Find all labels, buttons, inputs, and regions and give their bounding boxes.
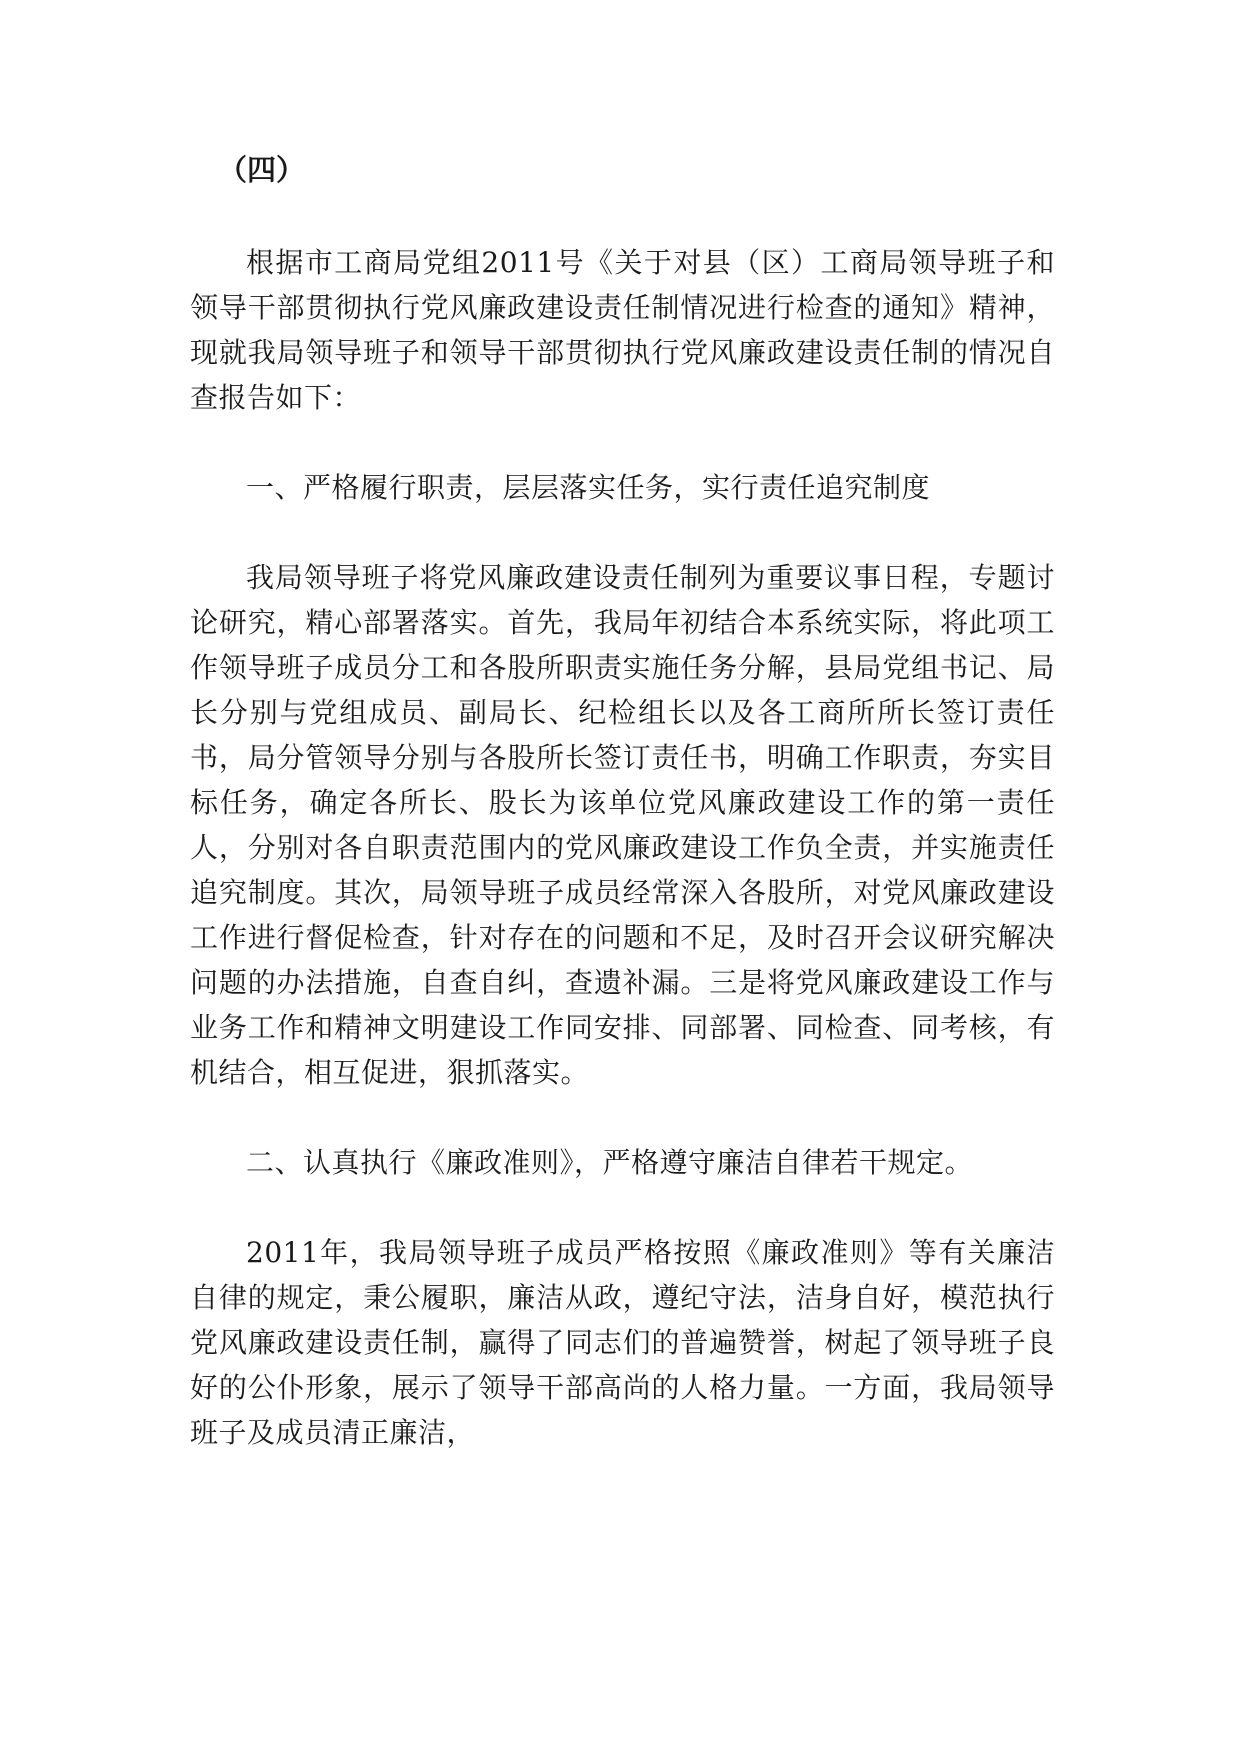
section-two-paragraph: 2011年，我局领导班子成员严格按照《廉政准则》等有关廉洁自律的规定，秉公履职，廉洁从政，遵纪守法，洁身自好，模范执行党风廉政建设责任制，赢得了同志们的普遍赞誉，树起了领导班子良好的公仆形象，展示了领导干部高尚的人格力量。一方面，我局领导班子及成员清正廉洁，	[190, 1236, 1055, 1449]
section-two-title: 二、认真执行《廉政准则》，严格遵守廉洁自律若干规定。	[246, 1146, 974, 1179]
section-one-title: 一、严格履行职责，层层落实任务，实行责任追究制度	[246, 471, 931, 504]
document-page	[190, 150, 1055, 1500]
document-heading: （四）	[218, 153, 306, 187]
intro-paragraph: 根据市工商局党组2011号《关于对县（区）工商局领导班子和领导干部贯彻执行党风廉政建设责任制情况进行检查的通知》精神，现就我局领导班子和领导干部贯彻执行党风廉政建设责任制的情况自查报告如下：	[190, 246, 1055, 414]
section-one-paragraph: 我局领导班子将党风廉政建设责任制列为重要议事日程，专题讨论研究，精心部署落实。首先，我局年初结合本系统实际，将此项工作领导班子成员分工和各股所职责实施任务分解，县局党组书记、局长分别与党组成员、副局长、纪检组长以及各工商所所长签订责任书，局分管领导分别与各股所长签订责任书，明确工作职责，夯实目标任务，确定各所长、股长为该单位党风廉政建设工作的第一责任人，分别对各自职责范围内的党风廉政建设工作负全责，并实施责任追究制度。其次，局领导班子成员经常深入各股所，对党风廉政建设工作进行督促检查，针对存在的问题和不足，及时召开会议研究解决问题的办法措施，自查自纠，查遗补漏。三是将党风廉政建设工作与业务工作和精神文明建设工作同安排、同部署、同检查、同考核，有机结合，相互促进，狠抓落实。	[190, 561, 1055, 1089]
